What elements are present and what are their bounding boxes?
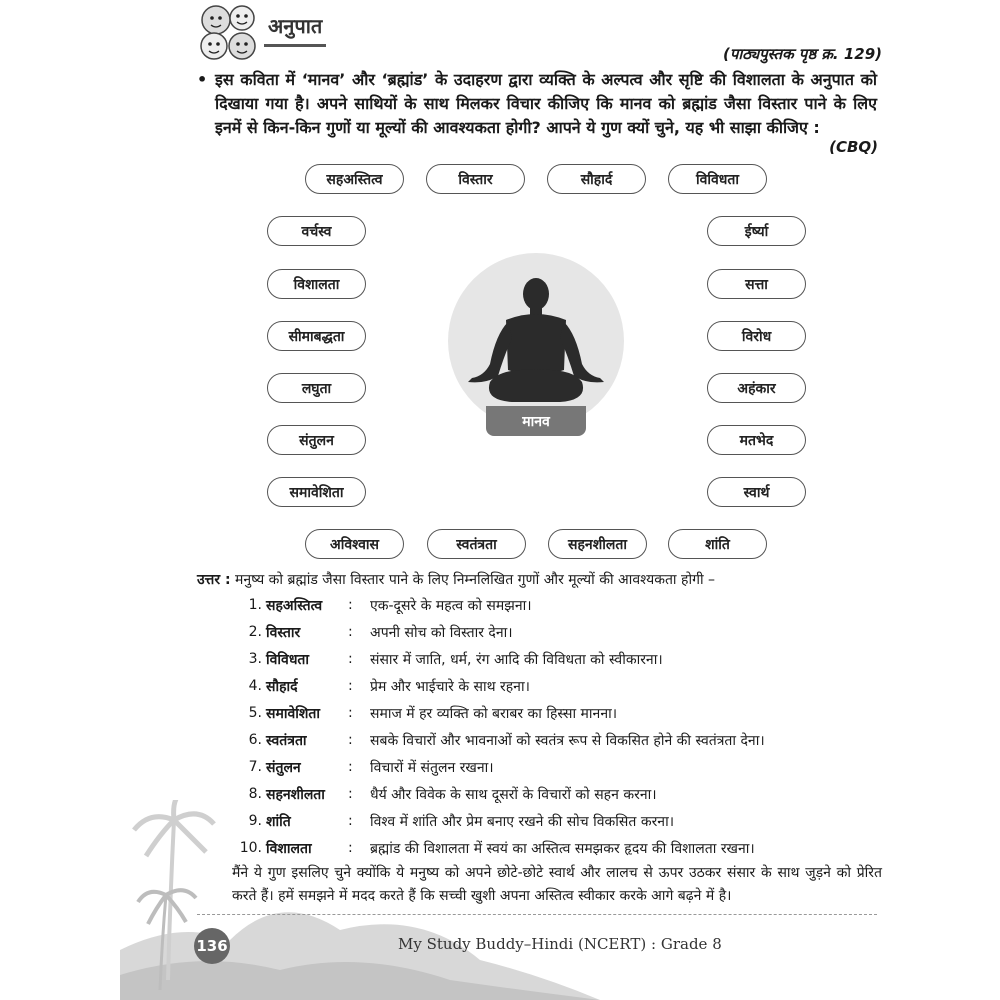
- item-definition: संसार में जाति, धर्म, रंग आदि की विविधता को स्वीकारना।: [370, 651, 663, 668]
- word-pill[interactable]: वर्चस्व: [267, 216, 366, 246]
- item-number: 7.: [248, 759, 262, 775]
- answer-item: [230, 675, 530, 697]
- word-pill[interactable]: संतुलन: [267, 425, 366, 455]
- word-pill[interactable]: सहनशीलता: [548, 529, 647, 559]
- answer-item: [230, 810, 674, 832]
- item-term: शांति: [266, 813, 291, 830]
- item-colon: :: [348, 759, 353, 775]
- textbook-page-reference: (पाठ्यपुस्तक पृष्ठ क्र. 129): [722, 45, 882, 63]
- answer-item: [230, 756, 494, 778]
- word-pill[interactable]: विस्तार: [426, 164, 525, 194]
- answer-intro: [197, 570, 715, 589]
- book-title-footer: My Study Buddy–Hindi (NCERT) : Grade 8: [398, 935, 722, 953]
- item-number: 2.: [248, 624, 262, 640]
- answer-item: [230, 594, 532, 616]
- item-term: समावेशिता: [266, 705, 320, 722]
- item-definition: ब्रह्मांड की विशालता में स्वयं का अस्तित्व समझकर हृदय की विशालता रखना।: [370, 840, 755, 857]
- item-colon: :: [348, 786, 353, 802]
- word-pill[interactable]: सत्ता: [707, 269, 806, 299]
- bullet-icon: •: [197, 70, 208, 89]
- item-number: 1.: [248, 597, 262, 613]
- meditating-person-icon: [460, 272, 612, 412]
- answer-item: [230, 729, 765, 751]
- item-number: 8.: [248, 786, 262, 802]
- item-definition: अपनी सोच को विस्तार देना।: [370, 624, 513, 641]
- children-faces-logo: [196, 2, 262, 64]
- item-colon: :: [348, 597, 353, 613]
- word-pill[interactable]: अविश्वास: [305, 529, 404, 559]
- word-pill[interactable]: लघुता: [267, 373, 366, 403]
- item-term: स्वतंत्रता: [266, 732, 307, 749]
- item-definition: विश्व में शांति और प्रेम बनाए रखने की सोच विकसित करना।: [370, 813, 675, 830]
- word-pill[interactable]: स्वार्थ: [707, 477, 806, 507]
- question-text: इस कविता में ‘मानव’ और ‘ब्रह्मांड’ के उदाहरण द्वारा व्यक्ति के अल्पत्व और सृष्टि की विशालता के अनुपात को दिखाया गया है। अपने साथियों के साथ मिलकर विचार कीजिए कि मानव को ब्रह्मांड जैसा विस्तार पाने के लिए इनमें से किन-किन गुणों या मूल्यों की आवश्यकता होगी? आपने ये गुण क्यों चुने, यह भी साझा कीजिए :: [215, 70, 877, 137]
- answer-item: [230, 783, 657, 805]
- cbq-tag: (CBQ): [829, 138, 878, 156]
- item-number: 10.: [239, 840, 262, 856]
- item-term: सहनशीलता: [266, 786, 325, 803]
- word-pill[interactable]: अहंकार: [707, 373, 806, 403]
- item-definition: विचारों में संतुलन रखना।: [370, 759, 494, 776]
- answer-item: [230, 621, 513, 643]
- item-number: 9.: [248, 813, 262, 829]
- item-colon: :: [348, 624, 353, 640]
- word-pill[interactable]: ईर्ष्या: [707, 216, 806, 246]
- question-block: [197, 68, 877, 140]
- word-pill[interactable]: विरोध: [707, 321, 806, 351]
- answer-item: [230, 702, 617, 724]
- item-colon: :: [348, 705, 353, 721]
- word-pill[interactable]: सीमाबद्धता: [267, 321, 366, 351]
- item-term: विशालता: [266, 840, 312, 857]
- answer-item: [230, 837, 755, 859]
- word-pill[interactable]: विविधता: [668, 164, 767, 194]
- item-term: विविधता: [266, 651, 310, 668]
- item-term: सहअस्तित्व: [266, 597, 323, 614]
- item-colon: :: [348, 651, 353, 667]
- word-pill[interactable]: मतभेद: [707, 425, 806, 455]
- item-definition: समाज में हर व्यक्ति को बराबर का हिस्सा मानना।: [370, 705, 618, 722]
- word-pill[interactable]: स्वतंत्रता: [427, 529, 526, 559]
- section-title: अनुपात: [268, 14, 323, 38]
- title-underline: [264, 44, 326, 47]
- word-pill[interactable]: शांति: [668, 529, 767, 559]
- answer-conclusion: मैंने ये गुण इसलिए चुने क्योंकि ये मनुष्य को अपने छोटे-छोटे स्वार्थ और लालच से ऊपर उठकर संसार के साथ जुड़ने को प्रेरित करते हैं। हमें समझने में मदद करते हैं कि सच्ची खुशी अपना अस्तित्व स्वीकार करके आगे बढ़ने में है।: [232, 865, 882, 904]
- item-number: 6.: [248, 732, 262, 748]
- item-definition: धैर्य और विवेक के साथ दूसरों के विचारों को सहन करना।: [370, 786, 657, 803]
- item-number: 4.: [248, 678, 262, 694]
- word-pill[interactable]: समावेशिता: [267, 477, 366, 507]
- word-pill[interactable]: सौहार्द: [547, 164, 646, 194]
- answer-intro-text: मनुष्य को ब्रह्मांड जैसा विस्तार पाने के लिए निम्नलिखित गुणों और मूल्यों की आवश्यकता होगी –: [235, 572, 716, 588]
- answer-item: [230, 648, 663, 670]
- item-term: संतुलन: [266, 759, 301, 776]
- word-pill[interactable]: सहअस्तित्व: [305, 164, 404, 194]
- answer-label: उत्तर :: [197, 572, 231, 588]
- item-term: सौहार्द: [266, 678, 298, 695]
- item-number: 3.: [248, 651, 262, 667]
- item-definition: एक-दूसरे के महत्व को समझना।: [370, 597, 532, 614]
- item-definition: प्रेम और भाईचारे के साथ रहना।: [370, 678, 530, 695]
- item-colon: :: [348, 840, 353, 856]
- item-number: 5.: [248, 705, 262, 721]
- item-colon: :: [348, 732, 353, 748]
- item-colon: :: [348, 813, 353, 829]
- item-definition: सबके विचारों और भावनाओं को स्वतंत्र रूप से विकसित होने की स्वतंत्रता देना।: [370, 732, 765, 749]
- item-term: विस्तार: [266, 624, 301, 641]
- item-colon: :: [348, 678, 353, 694]
- page-number: 136: [194, 928, 230, 964]
- footer-divider: [197, 914, 877, 915]
- center-label: मानव: [486, 406, 586, 436]
- word-pill[interactable]: विशालता: [267, 269, 366, 299]
